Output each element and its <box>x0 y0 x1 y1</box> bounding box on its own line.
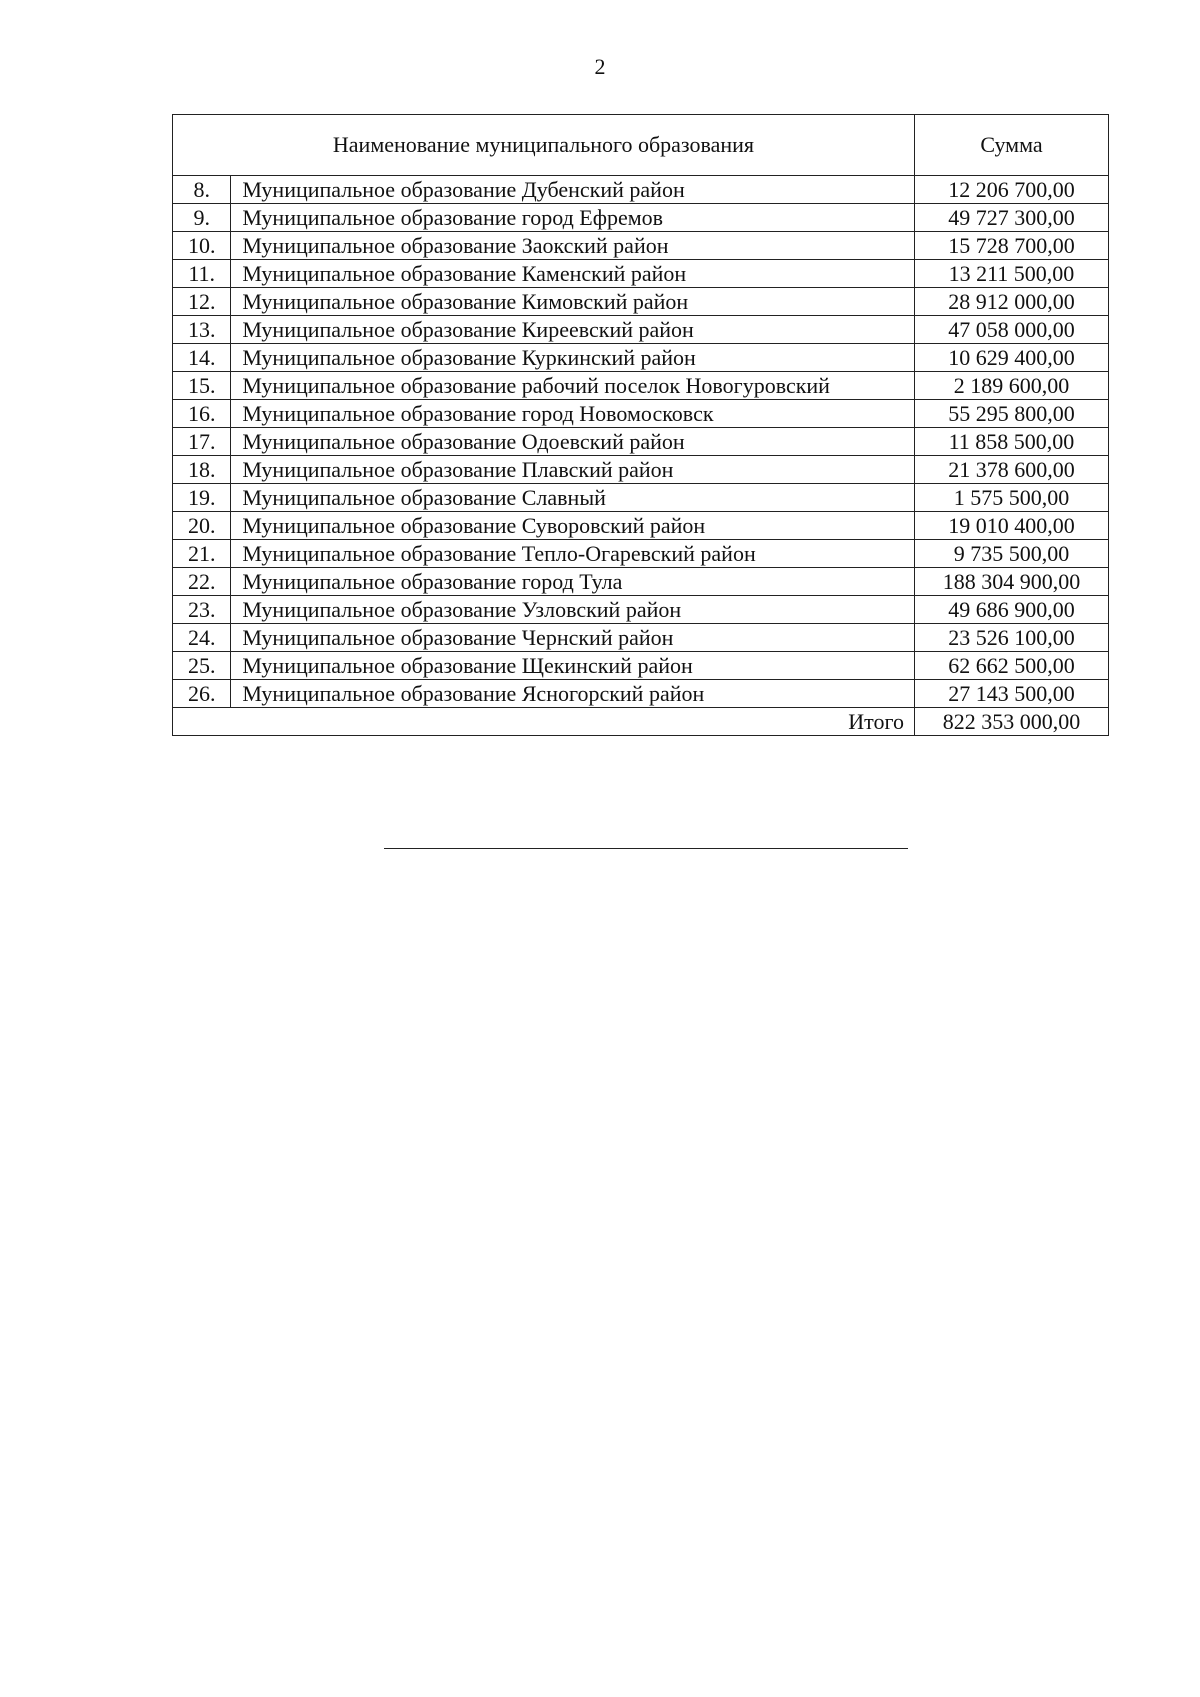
row-sum: 15 728 700,00 <box>914 232 1108 260</box>
row-name: Муниципальное образование Узловский район <box>231 596 915 624</box>
row-number: 25. <box>173 652 231 680</box>
row-sum: 55 295 800,00 <box>914 400 1108 428</box>
table-row <box>173 512 1109 540</box>
row-name: Муниципальное образование Кимовский район <box>231 288 915 316</box>
row-sum: 27 143 500,00 <box>914 680 1108 708</box>
row-name: Муниципальное образование Плавский район <box>231 456 915 484</box>
row-name: Муниципальное образование Славный <box>231 484 915 512</box>
table-row <box>173 176 1109 204</box>
row-name: Муниципальное образование Дубенский район <box>231 176 915 204</box>
row-name: Муниципальное образование Суворовский район <box>231 512 915 540</box>
row-sum: 2 189 600,00 <box>914 372 1108 400</box>
table-header-row <box>173 115 1109 176</box>
row-name: Муниципальное образование город Новомосковск <box>231 400 915 428</box>
total-label: Итого <box>173 708 915 736</box>
row-sum: 49 686 900,00 <box>914 596 1108 624</box>
row-number: 14. <box>173 344 231 372</box>
row-number: 19. <box>173 484 231 512</box>
row-number: 11. <box>173 260 231 288</box>
row-number: 16. <box>173 400 231 428</box>
row-name: Муниципальное образование Каменский район <box>231 260 915 288</box>
row-name: Муниципальное образование Куркинский район <box>231 344 915 372</box>
row-number: 12. <box>173 288 231 316</box>
row-sum: 49 727 300,00 <box>914 204 1108 232</box>
row-name: Муниципальное образование Одоевский район <box>231 428 915 456</box>
table-row <box>173 316 1109 344</box>
row-number: 8. <box>173 176 231 204</box>
table-row <box>173 484 1109 512</box>
row-number: 21. <box>173 540 231 568</box>
row-number: 15. <box>173 372 231 400</box>
table-row <box>173 540 1109 568</box>
table-row <box>173 400 1109 428</box>
row-number: 20. <box>173 512 231 540</box>
end-divider-line <box>384 848 908 849</box>
row-sum: 11 858 500,00 <box>914 428 1108 456</box>
row-number: 24. <box>173 624 231 652</box>
row-sum: 9 735 500,00 <box>914 540 1108 568</box>
row-number: 22. <box>173 568 231 596</box>
row-sum: 62 662 500,00 <box>914 652 1108 680</box>
row-sum: 10 629 400,00 <box>914 344 1108 372</box>
row-name: Муниципальное образование город Ефремов <box>231 204 915 232</box>
row-number: 9. <box>173 204 231 232</box>
table-row <box>173 456 1109 484</box>
total-row <box>173 708 1109 736</box>
row-name: Муниципальное образование Щекинский район <box>231 652 915 680</box>
table-row <box>173 680 1109 708</box>
row-name: Муниципальное образование город Тула <box>231 568 915 596</box>
page-number: 2 <box>594 54 606 79</box>
table-row <box>173 652 1109 680</box>
table-body <box>173 176 1109 708</box>
table-row <box>173 568 1109 596</box>
row-number: 23. <box>173 596 231 624</box>
row-sum: 13 211 500,00 <box>914 260 1108 288</box>
table-row <box>173 372 1109 400</box>
table-row <box>173 204 1109 232</box>
row-number: 13. <box>173 316 231 344</box>
row-number: 26. <box>173 680 231 708</box>
row-sum: 19 010 400,00 <box>914 512 1108 540</box>
header-name: Наименование муниципального образования <box>173 115 915 176</box>
row-number: 17. <box>173 428 231 456</box>
table-row <box>173 624 1109 652</box>
row-sum: 47 058 000,00 <box>914 316 1108 344</box>
row-sum: 1 575 500,00 <box>914 484 1108 512</box>
row-name: Муниципальное образование Заокский район <box>231 232 915 260</box>
row-number: 10. <box>173 232 231 260</box>
row-sum: 23 526 100,00 <box>914 624 1108 652</box>
row-sum: 28 912 000,00 <box>914 288 1108 316</box>
table-row <box>173 596 1109 624</box>
row-sum: 188 304 900,00 <box>914 568 1108 596</box>
row-name: Муниципальное образование Киреевский район <box>231 316 915 344</box>
row-name: Муниципальное образование рабочий поселок Новогуровский <box>231 372 915 400</box>
row-name: Муниципальное образование Тепло-Огаревский район <box>231 540 915 568</box>
row-sum: 12 206 700,00 <box>914 176 1108 204</box>
table-row <box>173 428 1109 456</box>
row-name: Муниципальное образование Ясногорский район <box>231 680 915 708</box>
row-number: 18. <box>173 456 231 484</box>
table-row <box>173 288 1109 316</box>
row-name: Муниципальное образование Чернский район <box>231 624 915 652</box>
table-row <box>173 344 1109 372</box>
allocation-table <box>172 114 1109 736</box>
total-sum: 822 353 000,00 <box>914 708 1108 736</box>
row-sum: 21 378 600,00 <box>914 456 1108 484</box>
header-sum: Сумма <box>914 115 1108 176</box>
table-row <box>173 260 1109 288</box>
table-row <box>173 232 1109 260</box>
